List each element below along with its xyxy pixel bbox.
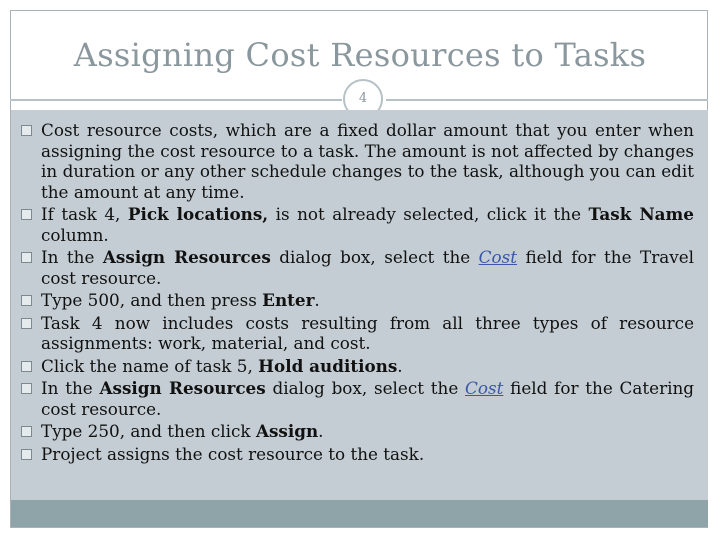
bullet-item	[41, 313, 694, 354]
bullet-item	[41, 204, 694, 245]
checkbox-bullet-icon	[21, 295, 32, 306]
bold-text: Hold auditions	[258, 355, 398, 376]
checkbox-bullet-icon	[21, 318, 32, 329]
bullet-text: Click the name of task 5,	[41, 355, 259, 376]
bullet-text: field for the Travel cost resource.	[41, 247, 694, 288]
bullet-text: .	[397, 355, 403, 376]
bullet-text: field for the Catering cost resource.	[41, 378, 695, 419]
divider-left	[10, 99, 342, 101]
bullet-text: dialog box, select the	[270, 247, 479, 267]
bold-text: Task Name	[588, 204, 694, 224]
bullet-text: column.	[41, 224, 109, 245]
bullet-item	[41, 421, 694, 442]
checkbox-bullet-icon	[21, 209, 32, 220]
bullet-item	[41, 444, 694, 465]
bold-text: Assign	[255, 421, 319, 441]
bullet-list	[11, 110, 708, 464]
cost-link[interactable]: Cost	[465, 378, 504, 398]
bullet-text: Type 500, and then press	[41, 290, 263, 310]
checkbox-bullet-icon	[21, 125, 32, 136]
checkbox-bullet-icon	[21, 252, 32, 263]
bullet-text: dialog box, select the	[265, 378, 466, 398]
bullet-text: In the	[41, 247, 103, 267]
bold-text: Assign Resources	[99, 378, 266, 398]
bullet-text: Project assigns the cost resource to the task.	[41, 443, 425, 464]
bullet-text: In the	[41, 378, 100, 398]
bullet-text: .	[318, 421, 324, 441]
checkbox-bullet-icon	[21, 426, 32, 437]
checkbox-bullet-icon	[21, 383, 32, 394]
bold-text: Pick locations,	[127, 204, 269, 224]
slide-title: Assigning Cost Resources to Tasks	[73, 36, 647, 74]
bullet-text: Task 4 now includes costs resulting from all three types of resource assignments: work, material, and cost.	[41, 312, 694, 353]
bullet-text: Type 250, and then click	[41, 421, 256, 441]
bold-text: Assign Resources	[102, 247, 271, 267]
page-number: 4	[343, 79, 383, 119]
footer-bar	[11, 500, 708, 527]
bullet-item	[41, 378, 694, 419]
bullet-text: If task 4,	[41, 204, 128, 224]
bullet-item	[41, 356, 694, 377]
content-panel	[11, 110, 708, 500]
bold-text: Enter	[262, 290, 315, 310]
bullet-text: Cost resource costs, which are a fixed dollar amount that you enter when assigning the cost resource to a task. The amount is not affected by changes in duration or any other schedule changes to the task, although you can edit the amount at any time.	[41, 120, 694, 202]
checkbox-bullet-icon	[21, 361, 32, 372]
cost-link[interactable]: Cost	[478, 247, 517, 267]
bullet-text: .	[314, 290, 320, 310]
bullet-item	[41, 120, 694, 202]
bullet-item	[41, 247, 694, 288]
divider-right	[386, 99, 708, 101]
checkbox-bullet-icon	[21, 449, 32, 460]
bullet-item	[41, 290, 694, 311]
bullet-text: is not already selected, click it the	[268, 204, 589, 224]
